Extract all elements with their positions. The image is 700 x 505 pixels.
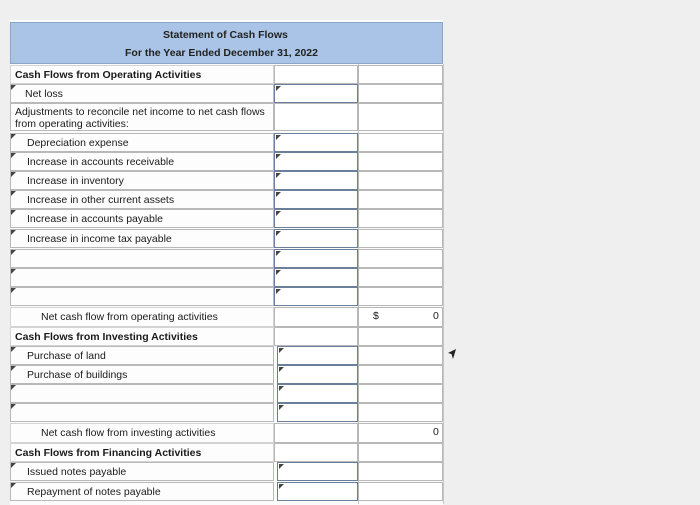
dropdown-marker-icon [11,347,16,352]
adjustments-total-cell [358,103,443,131]
dropdown-marker-icon [11,463,16,468]
purchase-buildings-input[interactable] [277,365,358,384]
accounts-receivable-label: Increase in accounts receivable [10,152,274,171]
repayment-notes-input[interactable] [277,482,358,501]
dropdown-marker-icon [11,483,16,488]
blank-amount-input[interactable] [277,403,358,422]
investing-total-blank-cell [274,423,358,443]
inventory-input[interactable] [274,171,358,190]
accounts-payable-input[interactable] [274,209,358,228]
blank-amount-input[interactable] [274,249,358,268]
income-tax-payable-input[interactable] [274,229,358,248]
operating-heading-total-cell [358,65,443,84]
statement-subtitle: For the Year Ended December 31, 2022 [125,47,318,59]
net-loss-input[interactable] [274,84,358,103]
repayment-notes-total-cell [358,482,443,501]
issued-notes-label: Issued notes payable [10,462,274,481]
dropdown-marker-icon [11,404,16,409]
mouse-pointer-icon [447,348,457,363]
investing-total-cell [358,423,443,443]
blank-label-input[interactable] [10,249,274,268]
net-loss-total-cell [358,84,443,103]
dropdown-marker-icon [11,269,16,274]
accounts-receivable-total-cell [358,152,443,171]
blank-total-cell [358,287,443,306]
operating-heading-cell [274,65,358,84]
other-current-assets-input[interactable] [274,190,358,209]
investing-heading-total-cell [358,327,443,346]
issued-notes-input[interactable] [277,462,358,481]
operating-total-cell [358,307,443,327]
investing-heading: Cash Flows from Investing Activities [10,327,274,346]
other-current-assets-label: Increase in other current assets [10,190,274,209]
blank-amount-input[interactable] [274,287,358,306]
dropdown-marker-icon [11,172,16,177]
blank-total-cell [358,249,443,268]
financing-heading-total-cell [358,443,443,462]
blank-amount-input[interactable] [277,384,358,403]
purchase-land-label: Purchase of land [10,346,274,365]
dropdown-marker-icon [11,210,16,215]
dropdown-marker-icon [11,230,16,235]
other-current-assets-total-cell [358,190,443,209]
dropdown-marker-icon [11,153,16,158]
dropdown-marker-icon [11,385,16,390]
financing-heading: Cash Flows from Financing Activities [10,443,274,462]
operating-heading: Cash Flows from Operating Activities [10,65,274,84]
investing-total-value: 0 [433,426,439,438]
investing-total-label: Net cash flow from investing activities [10,423,274,443]
adjustments-cell [274,103,358,131]
inventory-total-cell [358,171,443,190]
dropdown-marker-icon [11,134,16,139]
operating-total-label: Net cash flow from operating activities [10,307,274,327]
inventory-label: Increase in inventory [10,171,274,190]
repayment-notes-label: Repayment of notes payable [10,482,274,501]
blank-total-cell [358,268,443,287]
net-loss-label: Net loss [10,84,274,103]
blank-total-cell [358,384,443,403]
operating-total-value: 0 [433,310,439,322]
accounts-receivable-input[interactable] [274,152,358,171]
depreciation-total-cell [358,133,443,152]
dropdown-marker-icon [11,250,16,255]
income-tax-payable-total-cell [358,229,443,248]
depreciation-input[interactable] [274,133,358,152]
operating-total-currency: $ [373,310,379,322]
adjustments-label: Adjustments to reconcile net income to net cash flows from operating activities: [10,103,274,131]
purchase-land-input[interactable] [277,346,358,365]
blank-label-input[interactable] [10,268,274,287]
statement-title: Statement of Cash Flows [163,29,288,41]
investing-heading-cell [274,327,358,346]
blank-label-input[interactable] [10,287,274,306]
financing-heading-cell [274,443,358,462]
income-tax-payable-label: Increase in income tax payable [10,229,274,248]
blank-amount-input[interactable] [274,268,358,287]
purchase-buildings-total-cell [358,365,443,384]
purchase-land-total-cell [358,346,443,365]
purchase-buildings-label: Purchase of buildings [10,365,274,384]
blank-total-cell [358,403,443,422]
dropdown-marker-icon [11,288,16,293]
column-divider [443,64,444,504]
dropdown-marker-icon [11,85,16,90]
accounts-payable-total-cell [358,209,443,228]
operating-total-blank-cell [274,307,358,327]
accounts-payable-label: Increase in accounts payable [10,209,274,228]
blank-label-input[interactable] [10,403,274,422]
dropdown-marker-icon [11,191,16,196]
blank-label-input[interactable] [10,384,274,403]
issued-notes-total-cell [358,462,443,481]
depreciation-label: Depreciation expense [10,133,274,152]
dropdown-marker-icon [11,366,16,371]
